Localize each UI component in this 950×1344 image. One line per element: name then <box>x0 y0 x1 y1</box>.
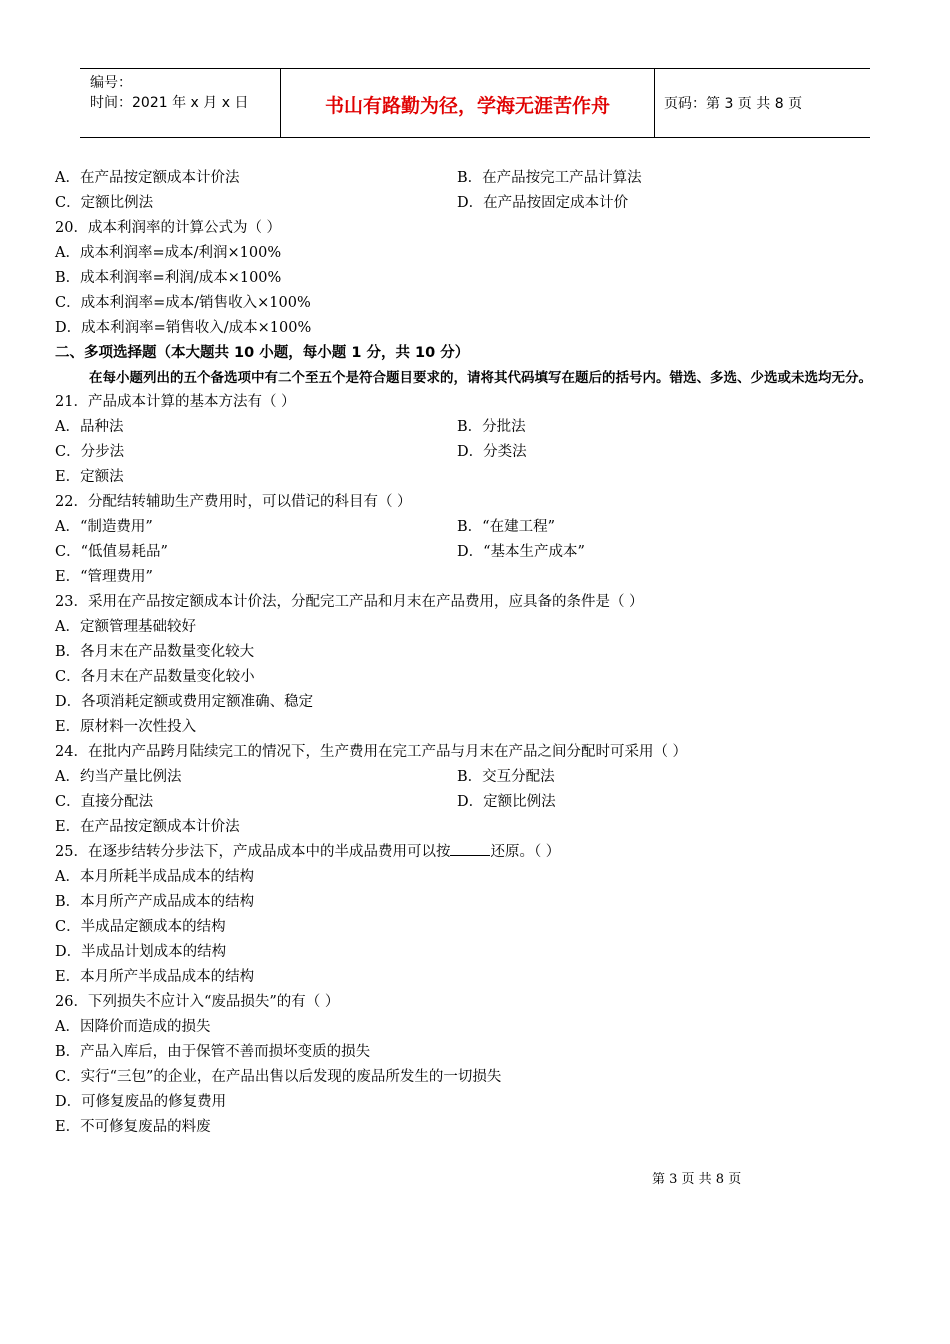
option-d: D．“基本生产成本” <box>457 544 585 560</box>
fill-blank <box>450 841 490 856</box>
stem-text: 26．下列损失 <box>55 994 146 1010</box>
stem-text: 计入“废品损失”的有（ ） <box>174 994 340 1010</box>
option-d: D．可修复废品的修复费用 <box>55 1094 227 1110</box>
section-instruction: 在每小题列出的五个备选项中有二个至五个是符合题目要求的，请将其代码填写在题后的括号内。错选、多选、少选或未选均无分。 <box>89 370 872 386</box>
option-b: B．分批法 <box>457 419 526 435</box>
option-d: D．半成品计划成本的结构 <box>55 944 227 960</box>
option-b: B．成本利润率=利润/成本×100% <box>55 270 282 286</box>
option-a: A．品种法 <box>55 419 124 435</box>
option-d: D．定额比例法 <box>457 794 556 810</box>
header-meta <box>90 73 248 113</box>
option-d: D．各项消耗定额或费用定额准确、稳定 <box>55 694 314 710</box>
option-a: A．定额管理基础较好 <box>55 619 196 635</box>
option-c: C．定额比例法 <box>55 195 154 211</box>
page-footer: 第 3 页 共 8 页 <box>652 1172 742 1187</box>
option-e: E．“管理费用” <box>55 569 153 585</box>
exam-content <box>55 166 915 1140</box>
number-label: 编号： <box>90 75 132 91</box>
option-e: E．本月所产半成品成本的结构 <box>55 969 255 985</box>
question-25-stem <box>55 840 915 865</box>
option-b: B．交互分配法 <box>457 769 555 785</box>
option-row <box>55 765 915 790</box>
option-d: D．分类法 <box>457 444 527 460</box>
option-a: A．“制造费用” <box>55 519 153 535</box>
option-row <box>55 515 915 540</box>
emphasis-char: 不 <box>145 994 161 1010</box>
header-motto: 书山有路勤为径，学海无涯苦作舟 <box>324 95 610 117</box>
option-row <box>55 540 915 565</box>
option-b: B．“在建工程” <box>457 519 555 535</box>
question-21-stem: 21．产品成本计算的基本方法有（ ） <box>55 394 296 410</box>
option-b: B．各月末在产品数量变化较大 <box>55 644 255 660</box>
option-row <box>55 440 915 465</box>
option-d: D．成本利润率=销售收入/成本×100% <box>55 320 312 336</box>
option-row <box>55 191 915 216</box>
option-row <box>55 790 915 815</box>
option-e: E．定额法 <box>55 469 124 485</box>
option-a: A．因降价而造成的损失 <box>55 1019 211 1035</box>
option-a: A．在产品按定额成本计价法 <box>55 170 240 186</box>
date-line: 时间：2021 年 x 月 x 日 <box>90 95 249 111</box>
option-a: A．约当产量比例法 <box>55 769 182 785</box>
option-row <box>55 415 915 440</box>
header-divider <box>654 69 655 137</box>
option-e: E．不可修复废品的料废 <box>55 1119 211 1135</box>
option-c: C．实行“三包”的企业，在产品出售以后发现的废品所发生的一切损失 <box>55 1069 502 1085</box>
option-row <box>55 166 915 191</box>
option-c: C．直接分配法 <box>55 794 154 810</box>
question-24-stem: 24．在批内产品跨月陆续完工的情况下，生产费用在完工产品与月末在产品之间分配时可采用（ ） <box>55 744 688 760</box>
stem-text: 还原。（ ） <box>490 844 561 860</box>
document-header <box>80 68 870 138</box>
option-e: E．原材料一次性投入 <box>55 719 197 735</box>
question-26-stem <box>55 990 915 1015</box>
stem-text: 25．在逐步结转分步法下，产成品成本中的半成品费用可以按 <box>55 844 451 860</box>
option-c: C．各月末在产品数量变化较小 <box>55 669 255 685</box>
option-a: A．成本利润率=成本/利润×100% <box>55 245 282 261</box>
option-c: C．成本利润率=成本/销售收入×100% <box>55 295 311 311</box>
option-b: B．本月所产产成品成本的结构 <box>55 894 255 910</box>
option-c: C．半成品定额成本的结构 <box>55 919 226 935</box>
question-20-stem: 20．成本利润率的计算公式为（ ） <box>55 220 282 236</box>
option-d: D．在产品按固定成本计价 <box>457 195 629 211</box>
option-c: C．分步法 <box>55 444 125 460</box>
header-page-info: 页码：第 3 页 共 8 页 <box>664 96 803 112</box>
option-e: E．在产品按定额成本计价法 <box>55 819 240 835</box>
emphasis-char: 应 <box>160 994 175 1010</box>
option-a: A．本月所耗半成品成本的结构 <box>55 869 254 885</box>
question-22-stem: 22．分配结转辅助生产费用时，可以借记的科目有（ ） <box>55 494 412 510</box>
option-b: B．在产品按完工产品计算法 <box>457 170 642 186</box>
option-c: C．“低值易耗品” <box>55 544 168 560</box>
section-title: 二、多项选择题（本大题共 10 小题，每小题 1 分，共 10 分） <box>55 345 470 361</box>
option-b: B．产品入库后，由于保管不善而损坏变质的损失 <box>55 1044 371 1060</box>
question-23-stem: 23．采用在产品按定额成本计价法，分配完工产品和月末在产品费用，应具备的条件是（ ） <box>55 594 644 610</box>
